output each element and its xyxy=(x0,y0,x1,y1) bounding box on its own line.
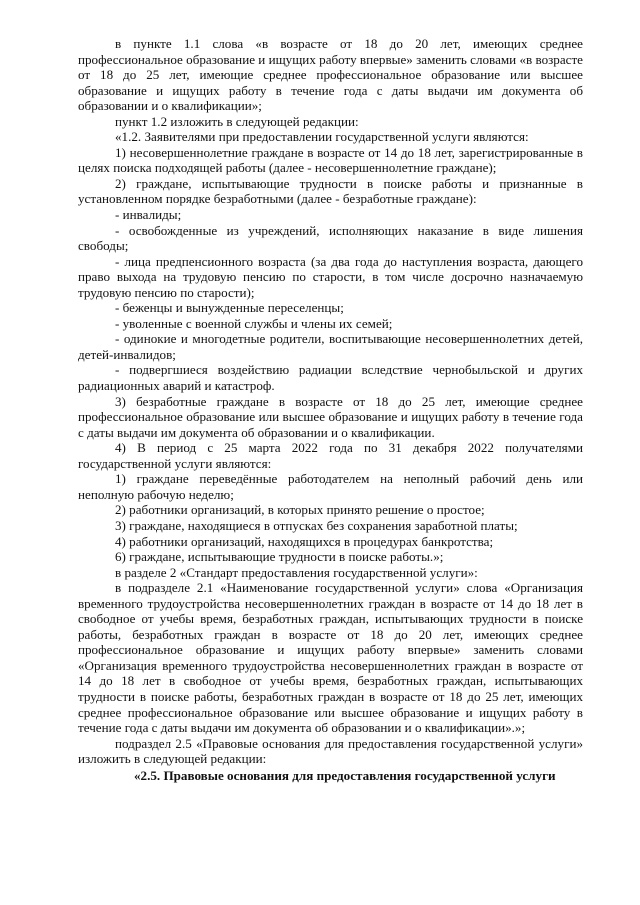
paragraph-3: «1.2. Заявителями при предоставлении государственной услуги являются: xyxy=(115,129,529,145)
paragraph-19: 6) граждане, испытывающие трудности в поиске работы.»; xyxy=(115,549,444,565)
paragraph-17: 3) граждане, находящиеся в отпусках без сохранения заработной платы; xyxy=(115,517,518,533)
section-heading: «2.5. Правовые основания для предоставления государственной услуги xyxy=(134,767,556,783)
paragraph-10: - уволенные с военной службы и члены их семей; xyxy=(115,315,393,331)
document-page xyxy=(78,36,583,783)
paragraph-14: 4) В период с 25 марта 2022 года по 31 декабря 2022 получателями государственной услуги являются: xyxy=(78,440,583,471)
paragraph-5: 2) граждане, испытывающие трудности в поиске работы и признанные в установленном порядке безработными (далее - безработные граждане): xyxy=(78,175,583,207)
paragraph-22: подраздел 2.5 «Правовые основания для предоставления государственной услуги» изложить в следующей редакции: xyxy=(78,735,583,767)
paragraph-20: в разделе 2 «Стандарт предоставления государственной услуги»: xyxy=(115,564,478,580)
paragraph-1: в пункте 1.1 слова «в возрасте от 18 до 20 лет, имеющих среднее профессиональное образование и ищущих работу впервые» заменить словами «в возрасте от 18 до 25 лет, имеющие среднее профессиональное образование или высшее образование и ищущих работу в течение года с даты выдачи им документа об образовании и о квалификации»; xyxy=(78,36,583,114)
paragraph-13: 3) безработные граждане в возрасте от 18 до 25 лет, имеющие среднее профессиональное образование или высшее образование и ищущих работу в течение года с даты выдачи им документа об образовании и о квалификации. xyxy=(78,393,583,440)
paragraph-12: - подвергшиеся воздействию радиации вследствие чернобыльской и других радиационных аварий и катастроф. xyxy=(78,362,583,394)
paragraph-4: 1) несовершеннолетние граждане в возрасте от 14 до 18 лет, зарегистрированные в целях поиска подходящей работы (далее - несовершеннолетние граждане); xyxy=(78,144,583,176)
paragraph-9: - беженцы и вынужденные переселенцы; xyxy=(115,300,344,316)
paragraph-18: 4) работники организаций, находящихся в процедурах банкротства; xyxy=(115,533,494,549)
paragraph-21: в подразделе 2.1 «Наименование государственной услуги» слова «Организация временного трудоустройства несовершеннолетних граждан в возрасте от 14 до 18 лет в свободное от учебы время, безработных граждан, испытывающих трудности в поиске работы, безработных граждан в возрасте от 18 до 20 лет, имеющих среднее профессиональное образование и ищущих работу впервые» заменить словами «Организация временного трудоустройства несовершеннолетних граждан в возрасте от 14 до 18 лет в свободное от учебы время, безработных граждан, испытывающих трудности в поиске работы, безработных граждан в возрасте от 18 до 25 лет, имеющих среднее профессиональное образование или высшее образование и ищущих работу в течение года с даты выдачи им документа об образовании и о квалификации».»; xyxy=(78,580,583,736)
paragraph-6: - инвалиды; xyxy=(115,207,182,223)
paragraph-2: пункт 1.2 изложить в следующей редакции: xyxy=(115,113,359,129)
paragraph-16: 2) работники организаций, в которых принято решение о простое; xyxy=(115,502,485,518)
paragraph-15: 1) граждане переведённые работодателем на неполный рабочий день или неполную рабочую неделю; xyxy=(78,471,583,502)
paragraph-7: - освобожденные из учреждений, исполняющих наказание в виде лишения свободы; xyxy=(78,222,583,254)
paragraph-8: - лица предпенсионного возраста (за два года до наступления возраста, дающего право выхода на трудовую пенсию по старости, в том числе досрочно назначаемую трудовую пенсию по старости); xyxy=(78,253,583,300)
paragraph-11: - одинокие и многодетные родители, воспитывающие несовершеннолетних детей, детей-инвалидов; xyxy=(78,331,583,362)
